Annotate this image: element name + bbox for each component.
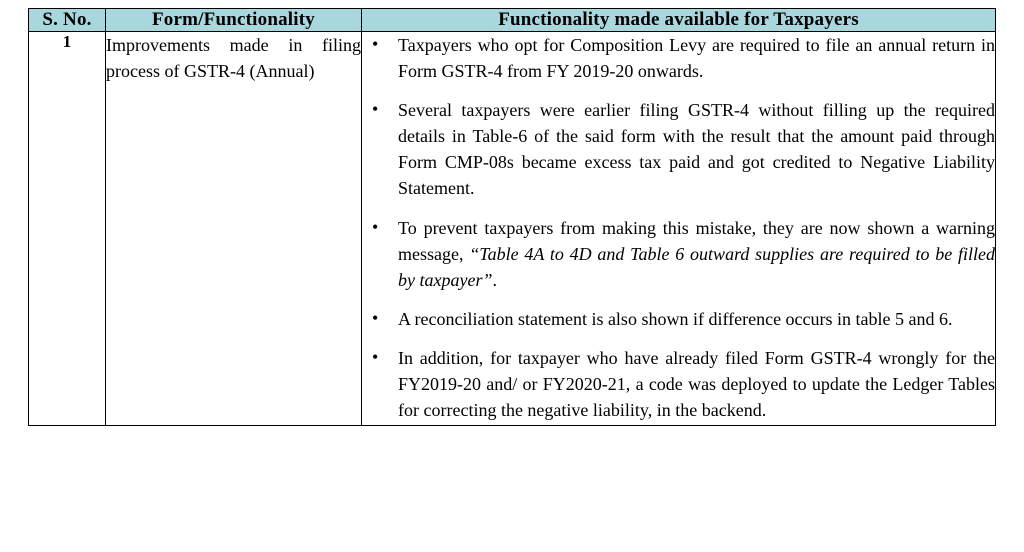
cell-serial-number: 1 — [29, 32, 106, 426]
bullet-text-tail: . — [492, 269, 497, 290]
table-header-row — [29, 9, 996, 32]
list-item — [362, 345, 995, 423]
bullet-text: In addition, for taxpayer who have already filed Form GSTR-4 wrongly for the FY2019-20 and/ or FY2020-21, a code was deployed to update the Ledger Tables for correcting the negative liability, in the backend. — [398, 347, 995, 421]
table-row — [29, 32, 996, 426]
bullet-text: To prevent taxpayers from making this mistake, they are now shown a warning message, — [398, 217, 995, 264]
list-item — [362, 215, 995, 293]
bullet-text: A reconciliation statement is also shown if difference occurs in table 5 and 6. — [398, 308, 953, 329]
list-item — [362, 306, 995, 332]
list-item — [362, 97, 995, 201]
bullet-text-italic: “Table 4A to 4D and Table 6 outward supplies are required to be filled by taxpayer” — [398, 243, 996, 290]
bullet-text: Several taxpayers were earlier filing GSTR-4 without filling up the required details in Table-6 of the said form with the result that the amount paid through Form CMP-08s became excess tax paid and got credited to Negative Liability Statement. — [398, 100, 995, 199]
bullet-text: Taxpayers who opt for Composition Levy are required to file an annual return in Form GSTR-4 from FY 2019-20 onwards. — [398, 35, 995, 82]
bullet-list — [362, 32, 995, 423]
table-body — [29, 32, 996, 426]
table-header — [29, 9, 996, 32]
column-header-functionality: Functionality made available for Taxpayers — [362, 9, 996, 32]
cell-form-name: Improvements made in filing process of GSTR-4 (Annual) — [106, 32, 362, 426]
list-item — [362, 32, 995, 84]
column-header-form: Form/Functionality — [106, 9, 362, 32]
document-page — [0, 8, 1024, 552]
cell-functionality — [362, 32, 996, 426]
column-header-sno: S. No. — [29, 9, 106, 32]
functionality-table — [28, 8, 996, 426]
